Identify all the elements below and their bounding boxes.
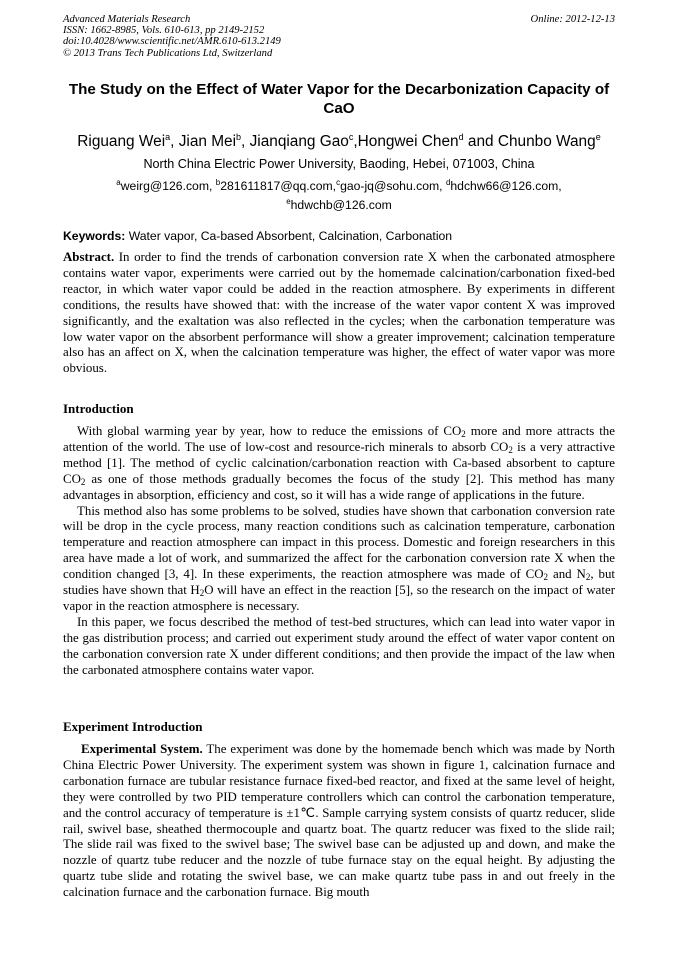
author-name: Chunbo Wang xyxy=(497,133,596,151)
email-list: $^a$weirg@126.com, $^b$281611817@qq.com,$^c$gao-jq@sohu.com, $^d$hdchw66@126.com, $^e$hdwchb@126.com xyxy=(116,178,562,213)
paragraph: This method also has some problems to be solved, studies have shown that carbonation conversion rate will be drop in the cycle process, many reaction conditions such as calcination temperature, carbonation temperature and reaction atmosphere can impact in this process. Domestic and foreign researchers in this area have made a lot of work, and summarized the affect for the carbonation conversion rate X when the condition changed [3, 4]. In these experiments, the reaction atmosphere was made of $CO_2$ and $N_2$, but studies have shown that $H_2O$ will have an effect in the reaction [5], so the research on the impact of water vapor in the reaction atmosphere is necessary. xyxy=(63,503,615,613)
journal-header xyxy=(63,14,615,59)
email-link[interactable]: hdwchb@126.com xyxy=(290,198,392,213)
keywords xyxy=(63,228,615,244)
introduction-body xyxy=(63,424,615,679)
author-name: Jianqiang Gao xyxy=(249,133,349,151)
email-link[interactable]: 281611817@qq.com xyxy=(220,179,333,194)
email-link[interactable]: weirg@126.com xyxy=(120,179,209,194)
affiliation: North China Electric Power University, Baoding, Hebei, 071003, China xyxy=(143,157,535,171)
section-heading-experiment: Experiment Introduction xyxy=(63,719,203,734)
journal-name: Advanced Materials Research xyxy=(63,14,191,25)
abstract-label: Abstract. xyxy=(63,250,115,264)
journal-issn: ISSN: 1662-8985, Vols. 610-613, pp 2149-2152 xyxy=(63,25,265,37)
email-sup: c xyxy=(336,178,341,187)
email-sup: d xyxy=(445,178,451,187)
paragraph: With global warming year by year, how to reduce the emissions of $CO_2$ more and more attracts the attention of the world. The use of low-cost and resource-rich minerals to absorb $CO_2$ is a very attractive method [1]. The method of cyclic calcination/carbonation reaction with Ca-based absorbent to capture $CO_2$ as one of those methods gradually becomes the focus of the study [2]. This method has many advantages in absorption, efficiency and cost, so it will has a wide range of applications in the future. xyxy=(63,424,615,502)
section-heading-introduction: Introduction xyxy=(63,401,134,416)
journal-doi: doi:10.4028/www.scientific.net/AMR.610-613.2149 xyxy=(63,36,281,48)
author-name: Hongwei Chen xyxy=(357,133,459,151)
email-link[interactable]: gao-jq@sohu.com xyxy=(340,179,440,194)
keywords-text: Water vapor, Ca-based Absorbent, Calcination, Carbonation xyxy=(128,229,453,243)
author-name: Jian Mei xyxy=(178,133,237,151)
runin-heading: Experimental System. xyxy=(81,742,203,756)
author-sup: c xyxy=(348,132,354,142)
email-sup: a xyxy=(116,178,121,187)
online-date: Online: 2012-12-13 xyxy=(530,14,615,25)
paper-title: The Study on the Effect of Water Vapor for the Decarbonization Capacity of CaO xyxy=(68,81,610,117)
abstract-text: In order to find the trends of carbonation conversion rate X when the carbonated atmosphere contains water vapor, experiments were carried out by the homemade calcination/carbonation fixed-bed reactor, in which water vapor could be added in the reaction atmosphere. By experiments in different conditions, the results have showed that: with the increase of the water vapor content X was improved significantly, and the exaltation was also reflected in the cycles; when the carbonation temperature was low water vapor on the absorbent performance will show a greater improvement; calcination temperature also has an affect on X, when the calcination temperature was higher, the effect of water vapor was more obvious. xyxy=(63,250,615,376)
paragraph: Experimental System. The experiment was done by the homemade bench which was made by North China Electric Power University. The experiment system was shown in figure 1, calcination furnace and carbonation furnace are tubular resistance furnace fixed-bed reactor, and fixed at the same level of height, they were controlled by two PID temperature controllers which can control the carbonation temperature, and the control accuracy of temperature is ±1℃. Sample carrying system consists of quartz reducer, slide rail, swivel base, sheathed thermocouple and quartz boat. The quartz reducer was fixed to the slide rail; The slide rail was fixed to the swivel base; The swivel base can be adjusted up and down, and make the nozzle of quartz tube reducer and the nozzle of tube furnace stay on the equal height. By adjusting the quartz tube slide and rotating the swivel base, we can make quartz tube pass in and out freely in the calcination furnace and the carbonation furnace. Big mouth xyxy=(63,742,616,900)
author-sup: b xyxy=(236,132,242,142)
author-name: Riguang Wei xyxy=(77,133,166,151)
email-sup: b xyxy=(215,178,221,187)
keywords-label: Keywords: xyxy=(63,229,126,243)
abstract xyxy=(63,250,615,377)
author-sup: d xyxy=(458,132,464,142)
email-sup: e xyxy=(286,197,291,207)
author-sup: e xyxy=(595,132,601,142)
email-link[interactable]: hdchw66@126.com xyxy=(450,179,559,194)
author-sup: a xyxy=(165,132,171,142)
author-list: Riguang Wei$^a$, Jian Mei$^b$, Jianqiang Gao$^c$,Hongwei Chen$^d$ and Chunbo Wang$^e$ xyxy=(77,132,601,151)
experiment-body xyxy=(63,742,615,901)
journal-copyright: © 2013 Trans Tech Publications Ltd, Switzerland xyxy=(63,47,273,59)
paragraph: In this paper, we focus described the method of test-bed structures, which can lead into water vapor in the gas distribution process; and carried out experiment study around the effect of water vapor content on the carbonation conversion rate X under different conditions; and then provide the impact of the law when the carbonated atmosphere contains water vapor. xyxy=(63,614,615,677)
